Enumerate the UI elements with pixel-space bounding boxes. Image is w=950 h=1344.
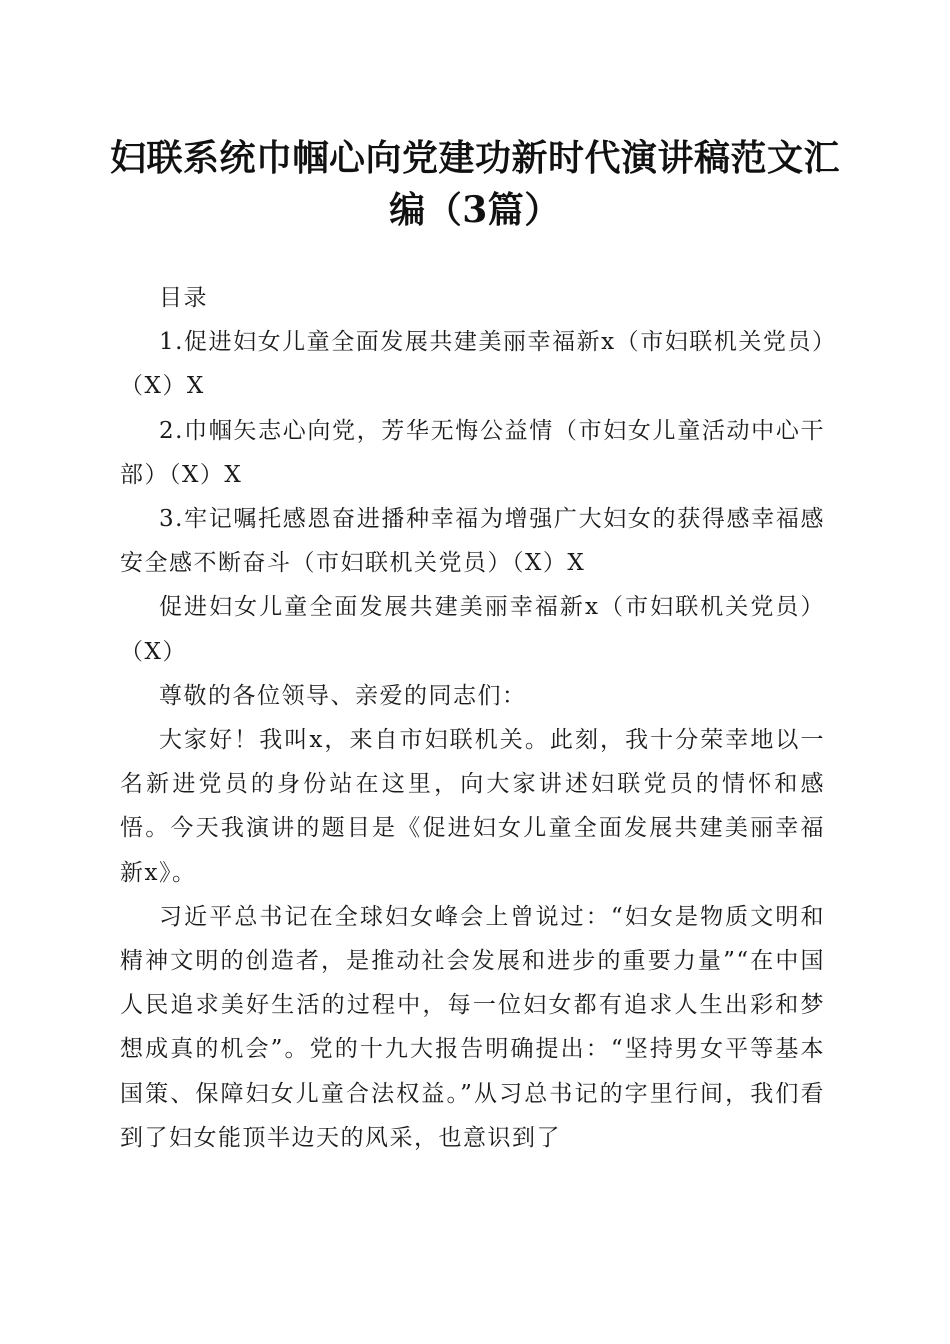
paragraph-intro: 大家好！我叫x，来自市妇联机关。此刻，我十分荣幸地以一名新进党员的身份站在这里，向大家讲述妇联党员的情怀和感悟。今天我演讲的题目是《促进妇女儿童全面发展共建美丽幸福新x》。 — [120, 727, 825, 886]
toc-item-1: 1.促进妇女儿童全面发展共建美丽幸福新x（市妇联机关党员）（X）X — [120, 329, 825, 400]
greeting: 尊敬的各位领导、亲爱的同志们： — [159, 682, 527, 709]
toc-item-3: 3.牢记嘱托感恩奋进播种幸福为增强广大妇女的获得感幸福感安全感不断奋斗（市妇联机关党员）（X）X — [120, 506, 825, 577]
section-title: 促进妇女儿童全面发展共建美丽幸福新x（市妇联机关党员）（X） — [120, 594, 825, 665]
document-title: 妇联系统巾帼心向党建功新时代演讲稿范文汇编（3篇） — [110, 137, 841, 231]
document-body — [120, 276, 825, 1160]
toc-item-2: 2.巾帼矢志心向党，芳华无悔公益情（市妇女儿童活动中心干部）（X）X — [120, 417, 825, 488]
paragraph-quote: 习近平总书记在全球妇女峰会上曾说过：“妇女是物质文明和精神文明的创造者，是推动社会发展和进步的重要力量”“在中国人民追求美好生活的过程中，每一位妇女都有追求人生出彩和梦想成真的机会”。党的十九大报告明确提出：“坚持男女平等基本国策、保障妇女儿童合法权益。”从习总书记的字里行间，我们看到了妇女能顶半边天的风采，也意识到了 — [120, 903, 825, 1151]
toc-heading: 目录 — [159, 285, 208, 311]
